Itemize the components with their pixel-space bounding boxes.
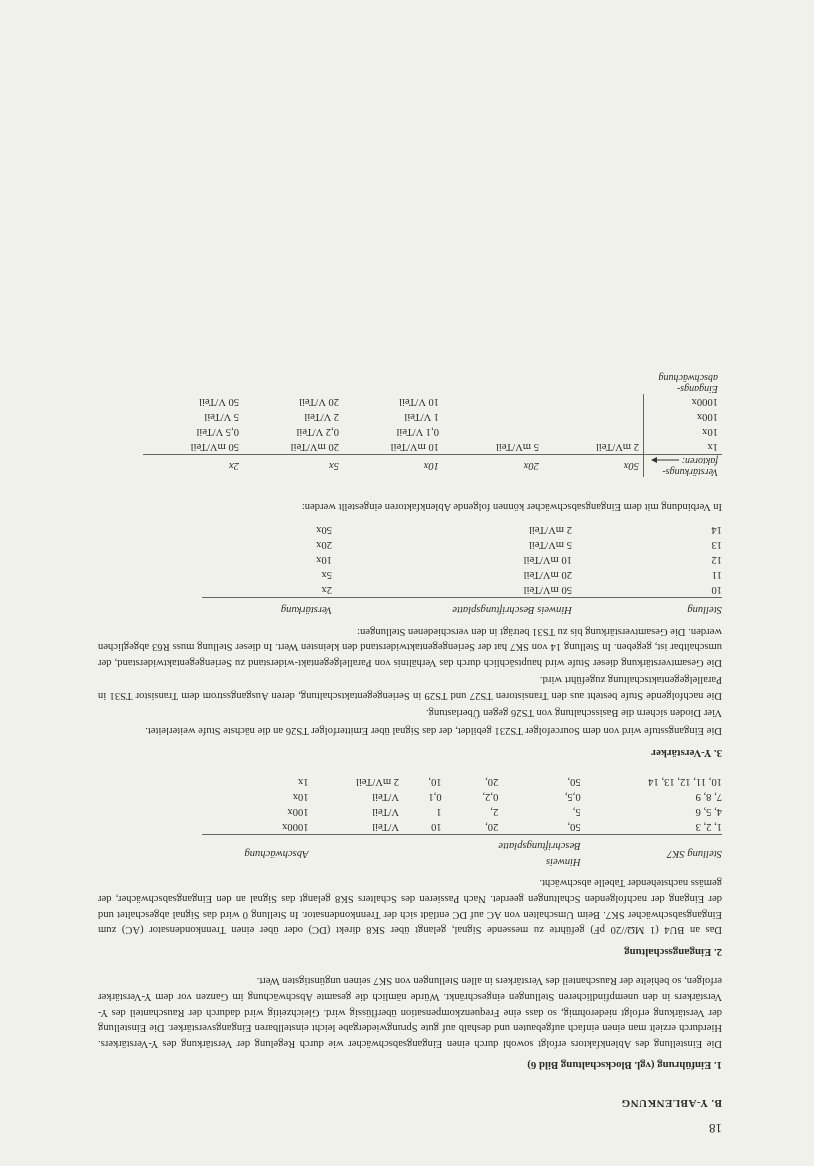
table-cell: 4, 5, 6 — [695, 805, 722, 817]
grid-attenuation: 1x — [644, 439, 723, 455]
heading-y-verstaerker: 3. Y-Verstärker — [651, 746, 722, 759]
paragraph-einfuehrung: Die Einstellung des Ablenkfaktors erfolgt sowohl durch einen Eingangsabschwächer wie durch Regelung der Verstärkung des Y-Verstärkers. Hierdurch erzielt man einen einfach aufgebauten und deshalb auf gute Sprungwiedergabe leicht einstellbaren Eingangsverstärker. Die Einstellung der Verstärkung erfolgt niederohmig, so dass eine Frequenzkompensation überflüssig wird. Gleichzeitig wird dadurch der Rauschanteil des Y-Verstärkers in den unempfindlicheren Stellungen eingeschränkt. Würde nämlich die gesamte Abschwächung im Ganzen vor dem Y-Verstärker erfolgen, so behielte der Rauschanteil des Verstärkers in allen Stellungen von SK7 seinen ungünstigsten Wert. — [98, 975, 722, 1049]
grid-cell: 50 mV/Teil — [190, 440, 239, 452]
table-cell: 0,1 — [428, 790, 442, 802]
table-row — [202, 789, 722, 804]
grid-factor: 50x — [543, 454, 644, 477]
grid-cell: 1 V/Teil — [404, 410, 439, 422]
arrow-right-icon — [651, 456, 679, 464]
heading-eingangsschaltung: 2. Eingangsschaltung — [624, 945, 722, 958]
table-cell: 5 mV/Teil — [528, 539, 572, 551]
table-header: Stellung — [572, 598, 722, 617]
table-header — [309, 834, 399, 869]
table-cell: 20 mV/Teil — [523, 569, 572, 581]
grid-row — [143, 424, 722, 439]
table-cell: 50, — [567, 775, 581, 787]
section-title: B. Y-ABLENKUNG — [621, 1097, 722, 1109]
paragraph-y-2: Vier Dioden sichern die Basisschaltung von TS26 gegen Überlastung. — [425, 707, 722, 719]
grid-cell: 20 mV/Teil — [290, 440, 339, 452]
grid-cell: 2 V/Teil — [304, 410, 339, 422]
grid-cell: 0,5 V/Teil — [196, 425, 239, 437]
grid-row — [143, 439, 722, 455]
table-cell: 0,2, — [482, 790, 499, 802]
table-cell: 100x — [287, 805, 309, 817]
paragraph-y-1: Die Eingangsstufe wird von dem Sourcefolger TS231 gebildet, der das Signal über Emitterfolger TS26 an die nächste Stufe weiterleitet. — [145, 725, 722, 737]
table-header: Verstärkung — [202, 598, 332, 617]
deflection-factor-grid — [143, 372, 722, 477]
table-header: Hinweis Beschriftungsplatte — [498, 834, 580, 869]
table-cell: 20, — [485, 775, 499, 787]
table-cell: 12 — [711, 554, 722, 566]
grid-row — [143, 409, 722, 424]
attenuator-table — [202, 774, 722, 869]
grid-cell: 2 mV/Teil — [595, 440, 639, 452]
grid-attenuation: 10x — [644, 424, 723, 439]
grid-cell: 5 V/Teil — [204, 410, 239, 422]
grid-cell — [543, 394, 644, 409]
table-cell: 2 mV/Teil — [528, 524, 572, 536]
table-cell: 10 mV/Teil — [523, 554, 572, 566]
page-content — [98, 372, 722, 1110]
grid-factor: 2x — [143, 454, 243, 477]
grid-cell — [443, 409, 543, 424]
grid-attenuation: 1000x — [644, 394, 723, 409]
grid-cell: 10 V/Teil — [399, 395, 439, 407]
grid-cell: 5 mV/Teil — [495, 440, 539, 452]
table-cell: 1 — [436, 805, 442, 817]
table-header — [399, 834, 442, 869]
table-cell: 20, — [485, 820, 499, 832]
table-cell: 14 — [711, 524, 722, 536]
heading-einfuehrung: 1. Einführung (vgl. Blockschaltung Bild 6) — [527, 1059, 722, 1072]
grid-cell: 50 V/Teil — [199, 395, 239, 407]
table-row — [202, 774, 722, 789]
table-cell: 7, 8, 9 — [695, 790, 722, 802]
table-cell: V/Teil — [372, 805, 400, 817]
page-number: 18 — [709, 1121, 722, 1136]
table-cell: 11 — [711, 569, 722, 581]
table-header: Stellung SK7 — [581, 834, 722, 869]
table-cell: V/Teil — [372, 820, 400, 832]
grid-col-label: Eingangs-abschwächung — [658, 371, 718, 394]
table-row — [202, 804, 722, 819]
paragraph-eingangsschaltung: Das an BU4 (1 MΩ//20 pF) geführte zu messende Signal, gelangt über SK8 direkt (DC) oder über einen Trennkondensator (AC) zum Eingangsabschwächer SK7. Beim Umschalten von AC auf DC entlädt sich der Trennkondensator. In Stellung 0 wird das Signal abgeschaltet und der Eingang der nachfolgenden Schaltungen geerdet. Nach Passieren des Schalters SK8 gelangt das Signal an den Eingangsabschwächer, der gemäss nachstehender Tabelle abschwächt. — [98, 877, 722, 936]
grid-factor: 20x — [443, 454, 543, 477]
paragraph-combo-intro: In Verbindung mit dem Eingangsabschwächer können folgende Ablenkfaktoren eingestellt werden: — [301, 501, 722, 513]
grid-row — [143, 394, 722, 409]
table-cell: 5, — [572, 805, 581, 817]
grid-col-label-row — [143, 372, 722, 394]
grid-factor: 10x — [343, 454, 443, 477]
table-cell: 1x — [297, 775, 309, 787]
table-cell: 10x — [292, 790, 309, 802]
table-row — [202, 537, 722, 552]
table-cell: 2, — [490, 805, 499, 817]
grid-cell — [543, 424, 644, 439]
table-cell: 1000x — [282, 820, 309, 832]
table-cell: 13 — [711, 539, 722, 551]
table-cell: 20x — [316, 539, 332, 551]
table-cell: 2x — [321, 584, 332, 596]
grid-cell — [443, 394, 543, 409]
table-cell: 1, 2, 3 — [695, 820, 722, 832]
table-row — [202, 522, 722, 537]
table-header: Abschwächung — [202, 834, 309, 869]
table-cell: 10 — [431, 820, 442, 832]
table-cell: 0,5, — [564, 790, 581, 802]
table-cell: 10x — [316, 554, 332, 566]
grid-row-label: Verstärkungs-faktoren: — [644, 454, 723, 477]
table-cell: 10 — [711, 584, 722, 596]
table-row — [202, 819, 722, 835]
paragraph-y-3: Die nachfolgende Stufe besteht aus den Transistoren TS27 und TS29 in Seriengegentaktschaltung, deren Ausgangsstrom dem Transistor TS31 in Parallelgegentaktschaltung zugeführt wird. — [98, 674, 722, 701]
table-header — [442, 834, 499, 869]
table-row — [202, 552, 722, 567]
grid-cell — [443, 424, 543, 439]
table-row — [202, 567, 722, 582]
table-cell: 50 mV/Teil — [523, 584, 572, 596]
grid-cell — [543, 409, 644, 424]
table-cell: 10, — [428, 775, 442, 787]
table-cell: 50x — [316, 524, 332, 536]
grid-cell: 20 V/Teil — [299, 395, 339, 407]
table-cell: 50, — [567, 820, 581, 832]
grid-cell: 10 mV/Teil — [390, 440, 439, 452]
grid-cell: 0,1 V/Teil — [396, 425, 439, 437]
table-header: Hinweis Beschriftungsplatte — [332, 598, 572, 617]
table-cell: 2 mV/Teil — [355, 775, 400, 787]
paragraph-y-4: Die Gesamtverstärkung dieser Stufe wird hauptsächlich durch das Verhältnis von Parallelgegentakt-widerstand zu Seriengegentaktwiderstand, der umschaltbar ist, gegeben. In Stellung 14 von SK7 hat der Seriengegentaktwiderstand den kleinsten Wert. In dieser Stellung muss R63 abgeglichen werden. Die Gesamtverstärkung bis zu TS31 beträgt in den verschiedenen Stellungen: — [98, 625, 722, 668]
grid-cell: 0,2 V/Teil — [296, 425, 339, 437]
table-cell: 5x — [321, 569, 332, 581]
table-cell: V/Teil — [372, 790, 400, 802]
gain-table — [202, 522, 722, 617]
grid-factor: 5x — [243, 454, 343, 477]
table-cell: 10, 11, 12, 13, 14 — [648, 775, 722, 787]
table-row — [202, 582, 722, 598]
grid-attenuation: 100x — [644, 409, 723, 424]
